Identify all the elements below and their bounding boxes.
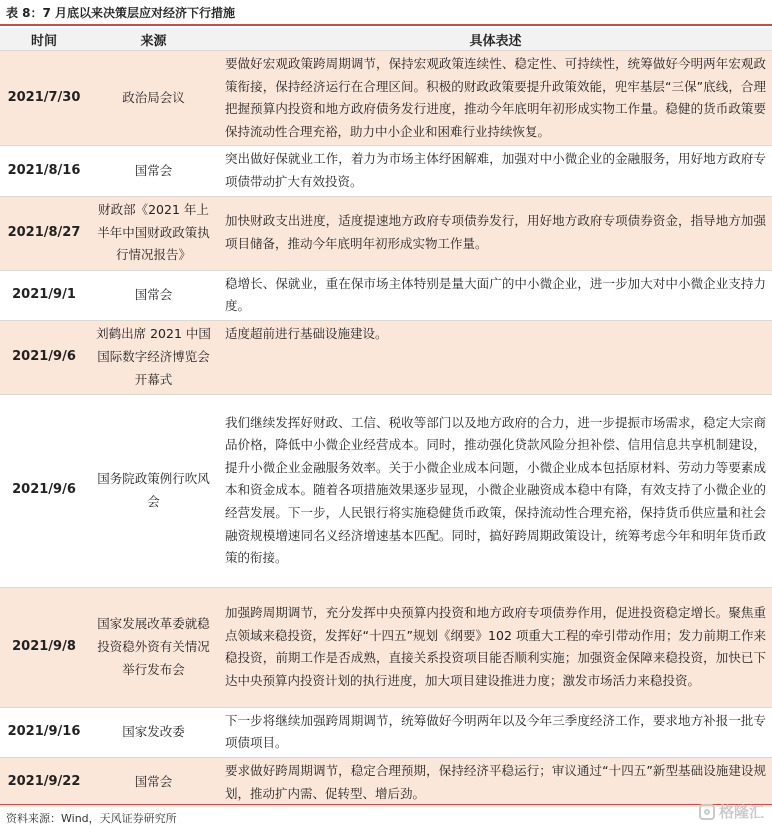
table-row <box>0 196 772 270</box>
row-source: 国常会 <box>88 146 219 196</box>
table-row <box>0 270 772 320</box>
row-source: 国家发展改革委就稳投资稳外资有关情况举行发布会 <box>88 587 219 707</box>
row-source: 国务院政策例行吹风会 <box>88 394 219 587</box>
row-source: 财政部《2021 年上半年中国财政政策执行情况报告》 <box>88 196 219 270</box>
row-detail: 我们继续发挥好财政、工信、税收等部门以及地方政府的合力，进一步提振市场需求，稳定大宗商品价格，降低中小微企业经营成本。同时，推动强化贷款风险分担补偿、信用信息共享机制建设，提升小微企业金融服务效率。关于小微企业成本问题，小微企业成本包括原材料、劳动力等要素成本和资金成本。随着各项措施效果逐步显现，小微企业融资成本稳中有降，有效支持了小微企业的经营发展。下一步，人民银行将实施稳健货币政策，保持流动性合理充裕，保持货币供应量和社会融资规模增速同名义经济增速基本匹配。同时，搞好跨周期政策设计，统筹考虑今年和明年货币政策的衔接。 <box>219 394 772 587</box>
table-title: 表 8：7 月底以来决策层应对经济下行措施 <box>6 6 236 20</box>
header-time: 时间 <box>0 28 88 51</box>
table-row <box>0 587 772 707</box>
row-detail: 稳增长、保就业，重在保市场主体特别是量大面广的中小微企业，进一步加大对中小微企业支持力度。 <box>219 270 772 320</box>
watermark-text: 格隆汇 <box>718 803 764 821</box>
table-row <box>0 394 772 587</box>
table-row <box>0 320 772 394</box>
row-time: 2021/9/22 <box>0 757 88 807</box>
row-time: 2021/9/8 <box>0 587 88 707</box>
table-row <box>0 757 772 807</box>
row-detail: 加快财政支出进度，适度提速地方政府专项债券发行，用好地方政府专项债券资金，指导地方加强项目储备，推动今年底明年初形成实物工作量。 <box>219 196 772 270</box>
row-time: 2021/9/6 <box>0 320 88 394</box>
header-detail: 具体表述 <box>219 28 772 51</box>
row-time: 2021/9/6 <box>0 394 88 587</box>
row-source: 刘鹤出席 2021 中国国际数字经济博览会开幕式 <box>88 320 219 394</box>
row-time: 2021/9/1 <box>0 270 88 320</box>
footer-rule <box>0 804 772 805</box>
row-detail: 要做好宏观政策跨周期调节，保持宏观政策连续性、稳定性、可持续性，统筹做好今明两年宏观政策衔接，保持经济运行在合理区间。积极的财政政策要提升政策效能，兜牢基层“三保”底线，合理把握预算内投资和地方政府债务发行进度，推动今年底明年初形成实物工作量。稳健的货币政策要保持流动性合理充裕，助力中小企业和困难行业持续恢复。 <box>219 51 772 146</box>
watermark-logo-icon <box>699 804 715 820</box>
row-source: 国常会 <box>88 270 219 320</box>
measures-table <box>0 28 772 807</box>
row-source: 国常会 <box>88 757 219 807</box>
table-row <box>0 146 772 196</box>
table-header-row <box>0 28 772 51</box>
watermark <box>699 801 764 822</box>
row-source: 政治局会议 <box>88 51 219 146</box>
row-time: 2021/8/16 <box>0 146 88 196</box>
row-detail: 适度超前进行基础设施建设。 <box>219 320 772 394</box>
row-detail: 下一步将继续加强跨周期调节，统筹做好今明两年以及今年三季度经济工作，要求地方补报一批专项债项目。 <box>219 707 772 757</box>
header-source: 来源 <box>88 28 219 51</box>
row-time: 2021/8/27 <box>0 196 88 270</box>
row-time: 2021/9/16 <box>0 707 88 757</box>
table-row <box>0 51 772 146</box>
row-detail: 要求做好跨周期调节，稳定合理预期，保持经济平稳运行；审议通过“十四五”新型基础设施建设规划，推动扩内需、促转型、增后劲。 <box>219 757 772 807</box>
title-rule <box>0 24 772 26</box>
row-time: 2021/7/30 <box>0 51 88 146</box>
source-note: 资料来源：Wind，天风证券研究所 <box>6 812 177 825</box>
row-detail: 突出做好保就业工作，着力为市场主体纾困解难，加强对中小微企业的金融服务，用好地方政府专项债带动扩大有效投资。 <box>219 146 772 196</box>
row-source: 国家发改委 <box>88 707 219 757</box>
table-row <box>0 707 772 757</box>
row-detail: 加强跨周期调节，充分发挥中央预算内投资和地方政府专项债券作用，促进投资稳定增长。聚焦重点领域来稳投资，发挥好“十四五”规划《纲要》102 项重大工程的牵引带动作用；发力前期工作来稳投资，前期工作是否成熟，直接关系投资项目能否顺利实施；加强资金保障来稳投资，加快已下达中央预算内投资计划的执行进度，加大项目建设推进力度；激发市场活力来稳投资。 <box>219 587 772 707</box>
